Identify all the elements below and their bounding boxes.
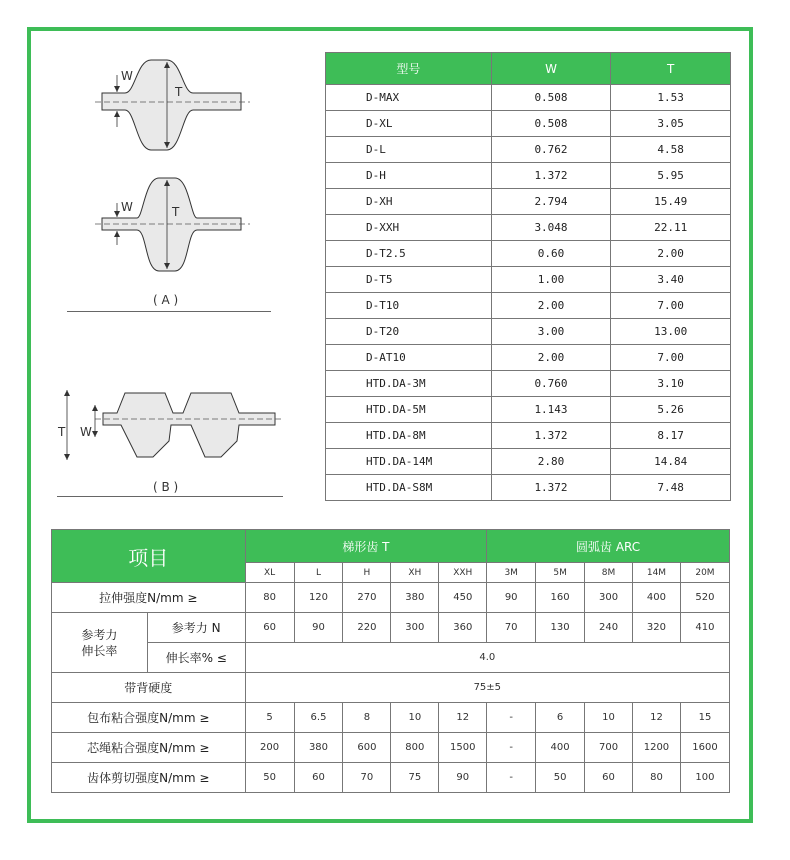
- reference-force-row: [52, 613, 730, 643]
- spec-row: [326, 319, 731, 345]
- value-cell: 300: [391, 613, 439, 643]
- value-cell: 410: [680, 613, 729, 643]
- spec-cell-w: 1.372: [491, 163, 611, 189]
- spec-cell-model: D-AT10: [326, 345, 492, 371]
- spec-cell-w: 1.372: [491, 423, 611, 449]
- item-header: 项目: [52, 530, 246, 583]
- t-label: T: [175, 85, 183, 99]
- spec-cell-model: HTD.DA-5M: [326, 397, 492, 423]
- caption-b-underline: [57, 496, 283, 497]
- value-cell: 600: [343, 733, 391, 763]
- spec-cell-w: 1.143: [491, 397, 611, 423]
- spec-cell-model: HTD.DA-S8M: [326, 475, 492, 501]
- spec-cell-w: 2.00: [491, 293, 611, 319]
- spec-cell-model: D-T20: [326, 319, 492, 345]
- value-cell: 200: [245, 733, 294, 763]
- spec-cell-model: D-XL: [326, 111, 492, 137]
- spec-header-row: [326, 53, 731, 85]
- value-cell: 1600: [680, 733, 729, 763]
- spec-cell-t: 8.17: [611, 423, 731, 449]
- value-cell: -: [487, 733, 536, 763]
- value-cell: 5: [245, 703, 294, 733]
- subheader-cell: XH: [391, 563, 439, 583]
- spec-row: [326, 293, 731, 319]
- spec-cell-t: 14.84: [611, 449, 731, 475]
- value-cell: 90: [294, 613, 343, 643]
- subheader-cell: H: [343, 563, 391, 583]
- spec-cell-w: 0.760: [491, 371, 611, 397]
- value-cell: 520: [680, 583, 729, 613]
- cloth-adhesion-label: 包布粘合强度N/mm ≥: [52, 703, 246, 733]
- tooth-profile-a1: [55, 55, 285, 175]
- spec-cell-w: 3.00: [491, 319, 611, 345]
- value-cell: 220: [343, 613, 391, 643]
- subheader-cell: 20M: [680, 563, 729, 583]
- value-cell: 60: [294, 763, 343, 793]
- spec-row: [326, 215, 731, 241]
- value-cell: 75: [391, 763, 439, 793]
- value-cell: 270: [343, 583, 391, 613]
- reference-group-label: 参考力 伸长率: [52, 613, 148, 673]
- value-cell: 300: [585, 583, 633, 613]
- reference-force-label: 参考力 N: [147, 613, 245, 643]
- value-cell: 10: [585, 703, 633, 733]
- value-cell: 80: [245, 583, 294, 613]
- subheader-cell: 5M: [536, 563, 585, 583]
- value-cell: 100: [680, 763, 729, 793]
- spec-cell-model: D-XH: [326, 189, 492, 215]
- value-cell: 6: [536, 703, 585, 733]
- spec-cell-t: 7.00: [611, 293, 731, 319]
- value-cell: 800: [391, 733, 439, 763]
- cord-adhesion-row: [52, 733, 730, 763]
- value-cell: 90: [487, 583, 536, 613]
- spec-cell-t: 4.58: [611, 137, 731, 163]
- caption-a: ( A ): [153, 293, 179, 307]
- spec-cell-w: 1.372: [491, 475, 611, 501]
- cloth-adhesion-row: [52, 703, 730, 733]
- spec-row: [326, 137, 731, 163]
- w-label: W: [121, 69, 133, 83]
- spec-cell-t: 15.49: [611, 189, 731, 215]
- spec-row: [326, 345, 731, 371]
- value-cell: 8: [343, 703, 391, 733]
- spec-row: [326, 371, 731, 397]
- value-cell: 450: [439, 583, 487, 613]
- hardness-label: 带背硬度: [52, 673, 246, 703]
- tooth-shear-row: [52, 763, 730, 793]
- spec-row: [326, 241, 731, 267]
- w-label: W: [80, 425, 92, 439]
- value-cell: 60: [245, 613, 294, 643]
- spec-cell-t: 2.00: [611, 241, 731, 267]
- spec-cell-t: 7.00: [611, 345, 731, 371]
- t-label: T: [172, 205, 180, 219]
- value-cell: 400: [536, 733, 585, 763]
- elongation-label: 伸长率% ≤: [147, 643, 245, 673]
- value-cell: 60: [585, 763, 633, 793]
- properties-table: [51, 529, 730, 793]
- spec-row: [326, 163, 731, 189]
- spec-cell-w: 3.048: [491, 215, 611, 241]
- profile-diagrams: [55, 55, 285, 505]
- spec-row: [326, 267, 731, 293]
- value-cell: 12: [439, 703, 487, 733]
- col-header-model: 型号: [326, 53, 492, 85]
- spec-row: [326, 85, 731, 111]
- value-cell: 120: [294, 583, 343, 613]
- spec-row: [326, 423, 731, 449]
- spec-cell-w: 0.60: [491, 241, 611, 267]
- spec-row: [326, 111, 731, 137]
- value-cell: -: [487, 703, 536, 733]
- spec-cell-t: 5.95: [611, 163, 731, 189]
- tensile-row: [52, 583, 730, 613]
- value-cell: 50: [536, 763, 585, 793]
- spec-cell-model: D-XXH: [326, 215, 492, 241]
- trapezoidal-group-header: 梯形齿 T: [245, 530, 487, 563]
- spec-table: [325, 52, 731, 501]
- spec-cell-t: 3.10: [611, 371, 731, 397]
- spec-cell-model: D-L: [326, 137, 492, 163]
- caption-a-underline: [67, 311, 271, 312]
- col-header-t: T: [611, 53, 731, 85]
- spec-cell-t: 1.53: [611, 85, 731, 111]
- spec-cell-w: 2.00: [491, 345, 611, 371]
- value-cell: 380: [294, 733, 343, 763]
- spec-cell-w: 1.00: [491, 267, 611, 293]
- value-cell: 70: [343, 763, 391, 793]
- value-cell: 15: [680, 703, 729, 733]
- spec-cell-w: 0.508: [491, 85, 611, 111]
- spec-cell-t: 5.26: [611, 397, 731, 423]
- value-cell: 70: [487, 613, 536, 643]
- tooth-profile-a2: [55, 173, 285, 283]
- cord-adhesion-label: 芯绳粘合强度N/mm ≥: [52, 733, 246, 763]
- subheader-cell: 8M: [585, 563, 633, 583]
- value-cell: 1500: [439, 733, 487, 763]
- value-cell: 360: [439, 613, 487, 643]
- arc-group-header: 圆弧齿 ARC: [487, 530, 730, 563]
- spec-row: [326, 397, 731, 423]
- caption-b: ( B ): [153, 480, 179, 494]
- value-cell: 50: [245, 763, 294, 793]
- w-label: W: [121, 200, 133, 214]
- tensile-label: 拉伸强度N/mm ≥: [52, 583, 246, 613]
- spec-row: [326, 189, 731, 215]
- value-cell: -: [487, 763, 536, 793]
- subheader-cell: XL: [245, 563, 294, 583]
- spec-cell-t: 3.05: [611, 111, 731, 137]
- spec-cell-t: 22.11: [611, 215, 731, 241]
- spec-cell-t: 3.40: [611, 267, 731, 293]
- spec-cell-model: HTD.DA-14M: [326, 449, 492, 475]
- spec-cell-w: 0.762: [491, 137, 611, 163]
- spec-row: [326, 449, 731, 475]
- hardness-value: 75±5: [245, 673, 729, 703]
- elongation-row: [52, 643, 730, 673]
- value-cell: 10: [391, 703, 439, 733]
- col-header-w: W: [491, 53, 611, 85]
- spec-cell-w: 2.80: [491, 449, 611, 475]
- value-cell: 6.5: [294, 703, 343, 733]
- value-cell: 130: [536, 613, 585, 643]
- t-label: T: [58, 425, 66, 439]
- spec-table-body: [326, 85, 731, 501]
- value-cell: 1200: [632, 733, 680, 763]
- value-cell: 320: [632, 613, 680, 643]
- value-cell: 12: [632, 703, 680, 733]
- spec-cell-w: 2.794: [491, 189, 611, 215]
- subheader-cell: L: [294, 563, 343, 583]
- spec-cell-model: D-T10: [326, 293, 492, 319]
- spec-cell-w: 0.508: [491, 111, 611, 137]
- spec-cell-model: HTD.DA-8M: [326, 423, 492, 449]
- spec-row: [326, 475, 731, 501]
- value-cell: 700: [585, 733, 633, 763]
- spec-cell-model: HTD.DA-3M: [326, 371, 492, 397]
- value-cell: 400: [632, 583, 680, 613]
- spec-cell-t: 13.00: [611, 319, 731, 345]
- value-cell: 80: [632, 763, 680, 793]
- spec-cell-model: D-MAX: [326, 85, 492, 111]
- spec-cell-model: D-H: [326, 163, 492, 189]
- subheader-cell: 3M: [487, 563, 536, 583]
- value-cell: 240: [585, 613, 633, 643]
- spec-cell-model: D-T5: [326, 267, 492, 293]
- tooth-shear-label: 齿体剪切强度N/mm ≥: [52, 763, 246, 793]
- subheader-cell: XXH: [439, 563, 487, 583]
- hardness-row: [52, 673, 730, 703]
- elongation-value: 4.0: [245, 643, 729, 673]
- value-cell: 380: [391, 583, 439, 613]
- spec-cell-model: D-T2.5: [326, 241, 492, 267]
- value-cell: 90: [439, 763, 487, 793]
- spec-cell-t: 7.48: [611, 475, 731, 501]
- value-cell: 160: [536, 583, 585, 613]
- subheader-cell: 14M: [632, 563, 680, 583]
